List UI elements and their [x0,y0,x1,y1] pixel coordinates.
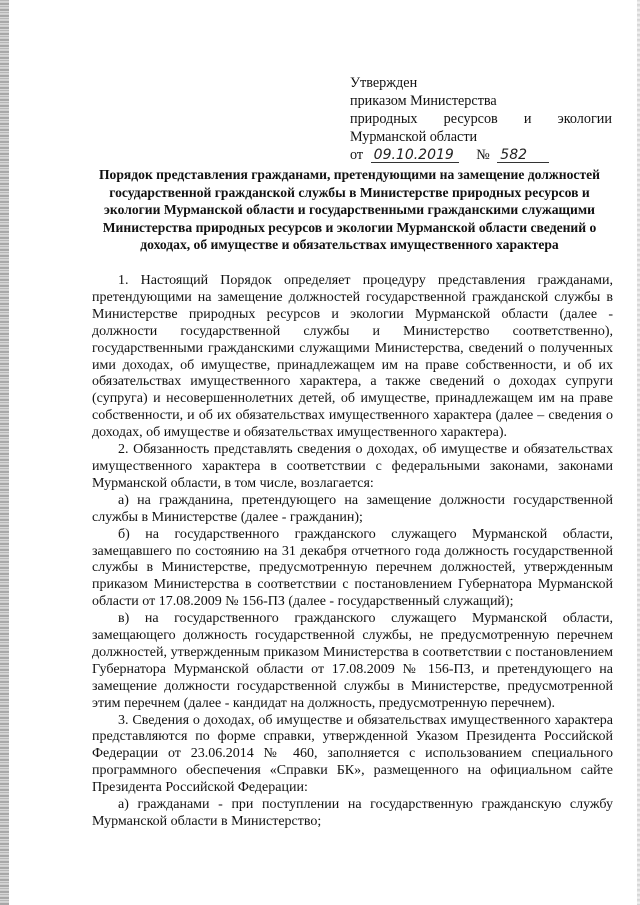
paragraph-3a: а) гражданами - при поступлении на государственную гражданскую службу Мурманской области в Министерство; [92,797,613,829]
paragraph-2c: в) на государственного гражданского служащего Мурманской области, замещающего должность государственной службы, не предусмотренную перечнем должностей, утвержденным приказом Министерства в соответствии с постановлением Губернатора Мурманской области от 17.08.2009 № 156-ПЗ, и претендующего на замещение должности государственной службы в Министерстве, предусмотренной этим перечнем (далее - кандидат на должность, предусмотренную перечнем). [92,611,613,711]
approval-line-2: приказом Министерства [350,93,497,109]
paragraph-2a: а) на гражданина, претендующего на замещение должности государственной службы в Министерстве (далее - гражданин); [92,492,613,525]
approval-line-3 [350,110,612,128]
scan-edge-left [0,0,9,905]
approval-word: экологии [557,111,612,127]
paragraph-2: 2. Обязанность представлять сведения о доходах, об имуществе и обязательствах имущественного характера в соответствии с федеральными законами, законами Мурманской области, в том числе, возлагается: [92,442,613,491]
document-title: Порядок представления гражданами, претендующими на замещение должностей государственной гражданской службы в Министерстве природных ресурсов и экологии Мурманской области и государственными гражданскими служащими Министерства природных ресурсов и экологии Мурманской области сведений о доходах, об имуществе и обязательствах имущественного характера [98,167,600,253]
approval-line-4: Мурманской области [350,129,478,145]
paragraph-2b: б) на государственного гражданского служащего Мурманской области, замещавшего по состоянию на 31 декабря отчетного года должность государственной службы в Министерстве, предусмотренную перечнем должностей, утвержденным приказом Министерства в соответствии с постановлением Губернатора Мурманской области от 17.08.2009 № 156-ПЗ (далее - государственный служащий); [92,526,613,610]
approval-line-5 [350,146,612,164]
handwritten-date: 09.10.2019 [371,148,459,163]
approval-word: ресурсов [443,111,498,127]
approval-word: природных [350,111,418,127]
from-label: от [350,147,364,163]
approval-word: и [523,111,532,127]
paragraph-3: 3. Сведения о доходах, об имуществе и обязательствах имущественного характера представляются по форме справки, утвержденной Указом Президента Российской Федерации от 23.06.2014 № 460, заполняется с использованием специального программного обеспечения «Справки БК», размещенного на официальном сайте Президента Российской Федерации: [92,712,613,796]
number-label: № [476,147,490,163]
document-body [92,273,613,831]
approval-line-1: Утвержден [350,75,418,91]
paragraph-1: 1. Настоящий Порядок определяет процедуру представления гражданами, претендующими на замещение должностей государственной гражданской службы в Министерстве природных ресурсов и экологии Мурманской области (далее - должности государственной службы и Министерство соответственно), государственными гражданскими служащими Министерства, сведений о полученных ими доходах, об имуществе, принадлежащем им на праве собственности, и об их обязательствах имущественного характера, а также сведений о доходах супруги (супруга) и несовершеннолетних детей, об имуществе, принадлежащем им на праве собственности, и об их обязательствах имущественного характера (далее – сведения о доходах, об имуществе и обязательствах имущественного характера). [92,273,613,441]
handwritten-number: 582 [497,148,549,163]
approval-block [350,74,612,164]
